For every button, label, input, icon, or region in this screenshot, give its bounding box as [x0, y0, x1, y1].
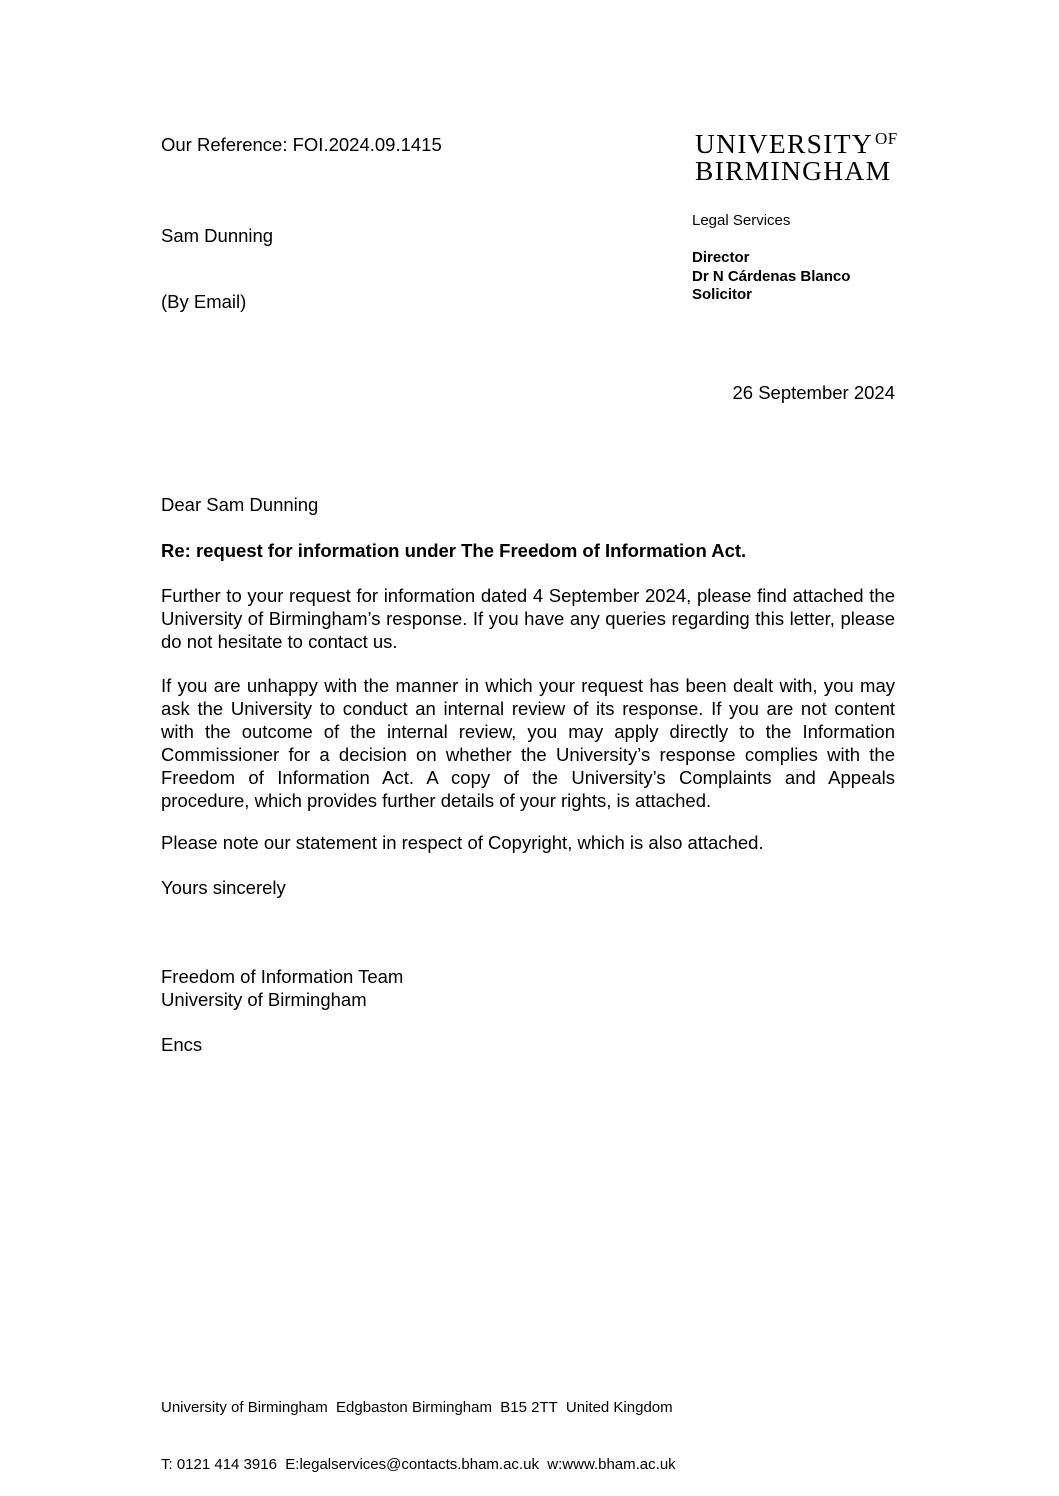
sender-role: Director — [692, 249, 750, 266]
signature-block — [161, 965, 403, 1011]
footer — [161, 1360, 676, 1493]
signature-line-1: Freedom of Information Team — [161, 966, 404, 987]
body-paragraph-2: If you are unhappy with the manner in which your request has been dealt with, you may ask the University to conduct an internal review of its response. If you are not content with the outcome of the internal review, you may apply directly to the Information Commissioner for a decision on whether the University’s response complies with the Freedom of Information Act. A copy of the University’s Complaints and Appeals procedure, which provides further details of your rights, is attached. — [161, 675, 895, 811]
footer-address: University of Birmingham Edgbaston Birmingham B15 2TT United Kingdom — [161, 1399, 673, 1416]
reference-line: Our Reference: FOI.2024.09.1415 — [161, 134, 442, 155]
recipient-method: (By Email) — [161, 291, 247, 312]
closing: Yours sincerely — [161, 877, 286, 898]
letter-date: 26 September 2024 — [732, 382, 895, 403]
university-logo — [695, 125, 898, 184]
salutation: Dear Sam Dunning — [161, 494, 319, 515]
logo-line-1: UNIVERSITY $^{OF}$ — [695, 128, 898, 159]
subject-line: Re: request for information under The Freedom of Information Act. — [161, 540, 747, 561]
enclosures: Encs — [161, 1034, 203, 1055]
signature-line-2: University of Birmingham — [161, 989, 367, 1010]
body-paragraph-3: Please note our statement in respect of Copyright, which is also attached. — [161, 832, 764, 853]
sender-name: Dr N Cárdenas Blanco — [692, 268, 851, 285]
sender-details — [692, 248, 850, 304]
body-paragraph-1: Further to your request for information dated 4 September 2024, please find attached the University of Birmingham’s response. If you have any queries regarding this letter, please do not hesitate to contact us. — [161, 585, 895, 652]
sender-title: Solicitor — [692, 286, 753, 303]
sender-department: Legal Services — [692, 212, 791, 229]
logo-line-2: BIRMINGHAM — [695, 155, 892, 186]
recipient-name: Sam Dunning — [161, 225, 274, 246]
footer-contacts: T: 0121 414 3916 E:legalservices@contacts.bham.ac.uk w:www.bham.ac.uk — [161, 1456, 676, 1473]
